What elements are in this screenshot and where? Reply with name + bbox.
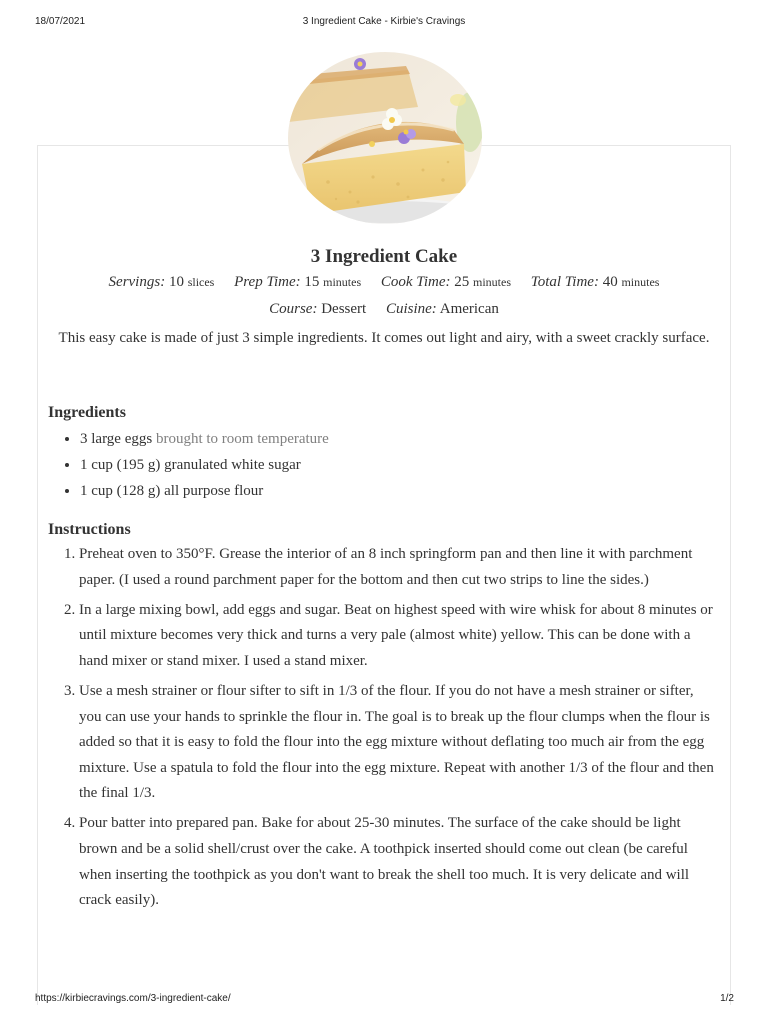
cook-time-value: 25 xyxy=(454,274,470,290)
prep-time-label: Prep Time: xyxy=(234,274,301,290)
recipe-meta-category xyxy=(0,301,768,318)
total-time-value: 40 xyxy=(602,274,618,290)
cuisine-value: American xyxy=(439,301,499,317)
ingredient-text: 1 cup (128 g) all purpose flour xyxy=(80,483,264,499)
ingredients-heading: Ingredients xyxy=(48,404,126,421)
instruction-step: 3. Use a mesh strainer or flour sifter to sift in 1/3 of the flour. If you do not have a mesh strainer or sifter, you can use your hands to sprinkle the flour in. The goal is to break up the flour clumps when the flour is added so that it is easy to fold the flour into the egg mixture without deflating too much air from the egg mixture. Use a spatula to fold the flour into the egg mixture. Repeat with another 1/3 of the flour and then the final 1/3. xyxy=(79,679,718,807)
recipe-summary: This easy cake is made of just 3 simple ingredients. It comes out light and airy, with a sweet crackly surface. xyxy=(58,330,710,346)
servings-label: Servings: xyxy=(108,274,166,290)
instruction-step: 4. Pour batter into prepared pan. Bake for about 25-30 minutes. The surface of the cake should be light brown and be a solid shell/crust over the cake. A toothpick inserted should come out clean (be careful when inserting the toothpick as you don't want to break the shell too much. It is very delicate and will crack easily). xyxy=(79,811,718,913)
print-page-title: 3 Ingredient Cake - Kirbie's Cravings xyxy=(302,16,466,27)
course-label: Course: xyxy=(269,301,318,317)
recipe-title: 3 Ingredient Cake xyxy=(310,246,458,267)
servings-unit: slices xyxy=(187,275,215,289)
ingredients-list xyxy=(48,426,708,504)
meta-total-time xyxy=(531,274,660,291)
ingredient-text: 1 cup (195 g) granulated white sugar xyxy=(80,457,301,473)
course-value: Dessert xyxy=(321,301,367,317)
meta-cuisine xyxy=(386,301,499,318)
print-page-number: 1/2 xyxy=(720,993,734,1004)
ingredient-note: brought to room temperature xyxy=(155,431,329,447)
ingredient-item xyxy=(80,426,708,452)
prep-time-value: 15 xyxy=(304,274,320,290)
total-time-label: Total Time: xyxy=(530,274,599,290)
cook-time-label: Cook Time: xyxy=(380,274,451,290)
cake-photo xyxy=(288,52,482,224)
ingredient-item xyxy=(80,478,708,504)
meta-course xyxy=(269,301,366,318)
meta-cook-time xyxy=(381,274,511,291)
print-date: 18/07/2021 xyxy=(35,16,86,27)
instructions-heading: Instructions xyxy=(48,521,131,538)
print-url: https://kirbiecravings.com/3-ingredient-cake/ xyxy=(35,993,231,1004)
print-header xyxy=(0,16,768,30)
recipe-image xyxy=(288,52,482,224)
recipe-meta-times xyxy=(0,274,768,291)
prep-time-unit: minutes xyxy=(323,275,362,289)
instruction-step: 2. In a large mixing bowl, add eggs and sugar. Beat on highest speed with wire whisk for about 8 minutes or until mixture becomes very thick and turns a very pale (almost white) yellow. This can be done with a hand mixer or stand mixer. I used a stand mixer. xyxy=(79,598,718,675)
servings-value[interactable]: 10 xyxy=(168,274,184,290)
total-time-unit: minutes xyxy=(621,275,660,289)
cook-time-unit: minutes xyxy=(472,275,511,289)
instruction-step: 1. Preheat oven to 350°F. Grease the interior of an 8 inch springform pan and then line it with parchment paper. (I used a round parchment paper for the bottom and then cut two strips to line the sides.) xyxy=(79,542,718,593)
meta-servings xyxy=(109,274,215,291)
meta-prep-time xyxy=(234,274,361,291)
cuisine-label: Cuisine: xyxy=(385,301,437,317)
print-footer xyxy=(0,993,768,1007)
ingredient-item xyxy=(80,452,708,478)
ingredient-text: 3 large eggs xyxy=(80,431,153,447)
instructions-list xyxy=(48,542,718,918)
